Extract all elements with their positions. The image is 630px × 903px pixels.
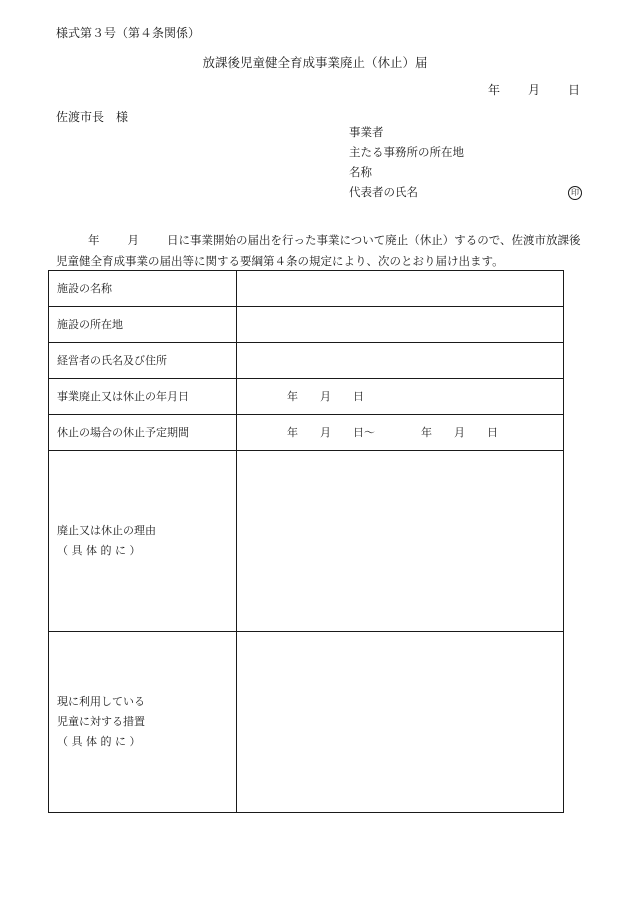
notice-paragraph <box>56 230 584 272</box>
representative-label: 代表者の氏名 <box>349 185 418 199</box>
seal-mark: 印 <box>568 186 582 200</box>
measures-label: 現に利用している 児童に対する措置 （ 具 体 的 に ） <box>49 632 237 813</box>
table-row <box>49 379 564 415</box>
reason-field[interactable] <box>237 451 564 632</box>
reason-label: 廃止又は休止の理由 （ 具 体 的 に ） <box>49 451 237 632</box>
table-row <box>49 307 564 343</box>
facility-name-field[interactable] <box>237 271 564 307</box>
table-row <box>49 451 564 632</box>
manager-field[interactable] <box>237 343 564 379</box>
date-day: 日 <box>567 83 580 97</box>
facility-address-field[interactable] <box>237 307 564 343</box>
facility-name-label: 施設の名称 <box>49 271 237 307</box>
table-row <box>49 415 564 451</box>
table-row <box>49 343 564 379</box>
suspension-period-label: 休止の場合の休止予定期間 <box>49 415 237 451</box>
date-month: 月 <box>527 83 540 97</box>
table-row <box>49 271 564 307</box>
submission-date <box>488 84 580 96</box>
manager-label: 経営者の氏名及び住所 <box>49 343 237 379</box>
notification-table <box>48 270 564 813</box>
office-address-label: 主たる事務所の所在地 <box>349 145 464 159</box>
suspension-period-field[interactable]: 年 月 日～ 年 月 日 <box>237 415 564 451</box>
para-text: 日に事業開始の届出を行った事業について廃止（休止）するので、佐渡市放課後児童健全育成事業の届出等に関する要綱第４条の規定により、次のとおり届け出ます。 <box>56 233 581 268</box>
table-row <box>49 632 564 813</box>
closure-date-label: 事業廃止又は休止の年月日 <box>49 379 237 415</box>
measures-field[interactable] <box>237 632 564 813</box>
closure-date-field[interactable]: 年 月 日 <box>237 379 564 415</box>
document-title: 放課後児童健全育成事業廃止（休止）届 <box>202 55 428 70</box>
para-month: 月 <box>127 233 139 247</box>
facility-address-label: 施設の所在地 <box>49 307 237 343</box>
operator-label: 事業者 <box>349 125 384 139</box>
date-year: 年 <box>487 83 500 97</box>
para-year: 年 <box>88 233 100 247</box>
operator-name-label: 名称 <box>349 165 372 179</box>
addressee: 佐渡市長 様 <box>56 110 129 124</box>
form-number: 様式第３号（第４条関係） <box>56 26 201 40</box>
